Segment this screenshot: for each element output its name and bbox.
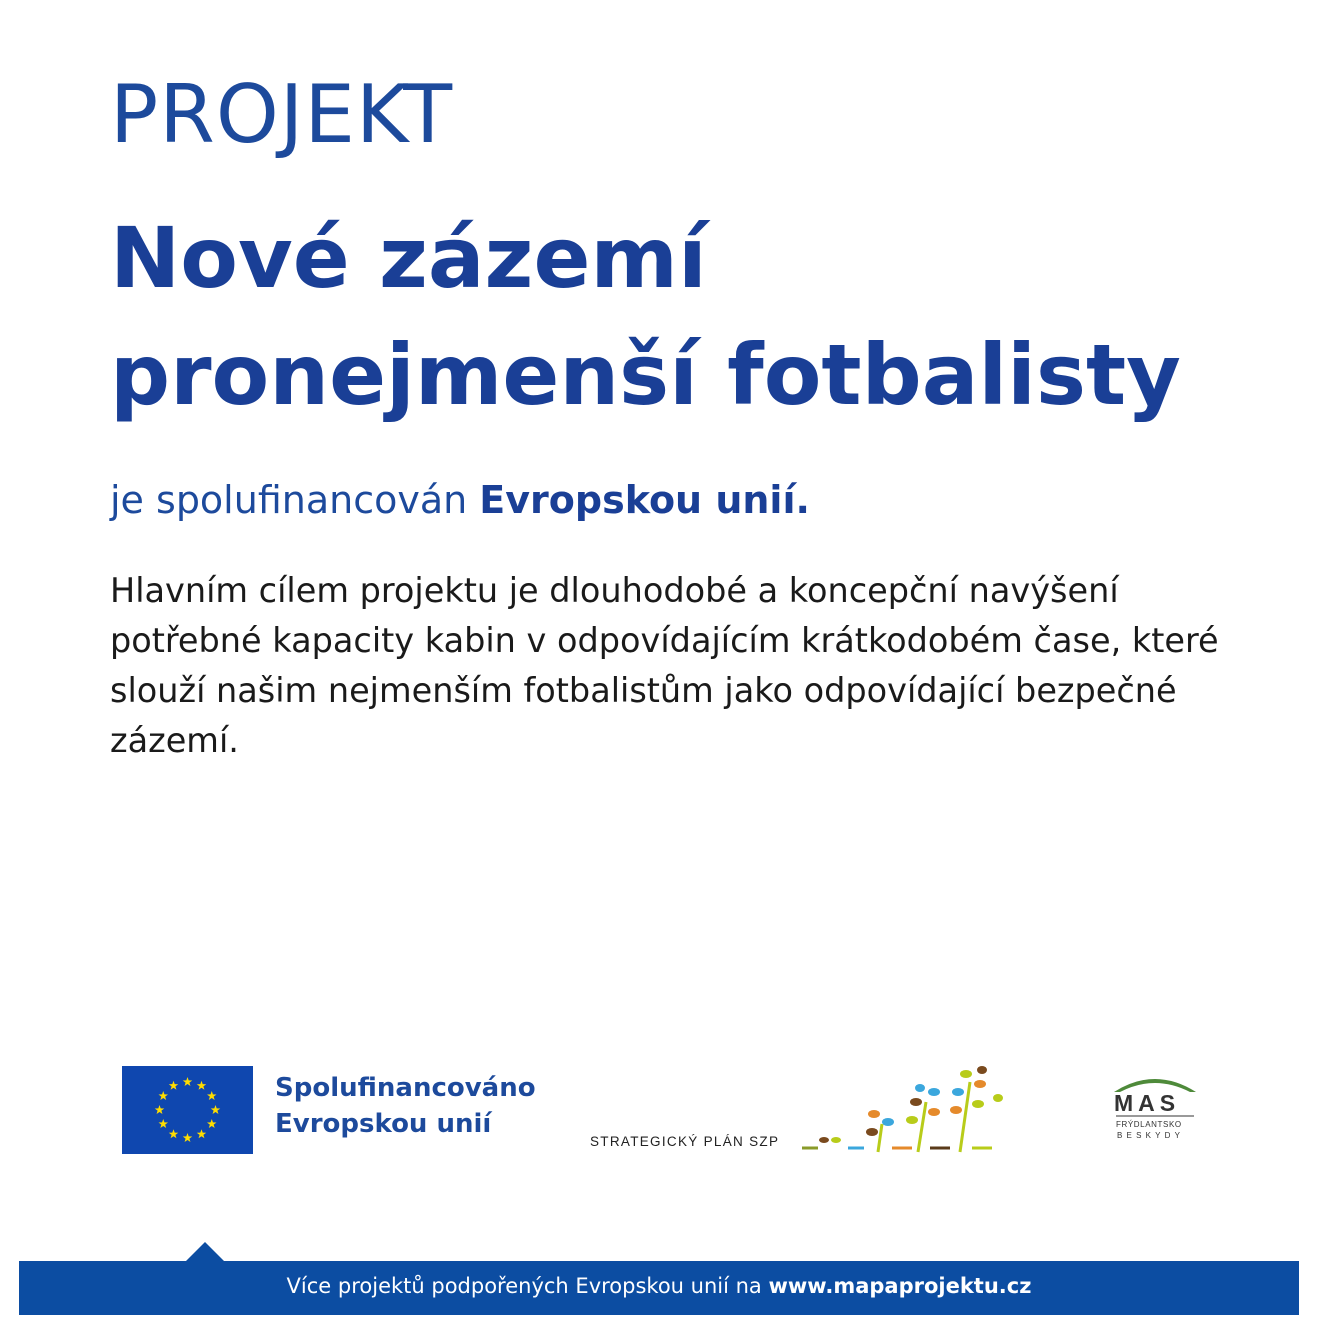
eu-flag-icon bbox=[122, 1066, 253, 1154]
eu-label-line-2: Evropskou unií bbox=[275, 1109, 492, 1139]
cofunding-bold: Evropskou unií. bbox=[479, 478, 810, 522]
project-description: Hlavním cílem projektu je dlouhodobé a koncepční navýšení potřebné kapacity kabin v odpovídajícím krátkodobém čase, které slouží našim nejmenším fotbalistům jako odpovídající bezpečné zázemí. bbox=[110, 571, 1219, 760]
sprouting-plants-icon bbox=[800, 1062, 1010, 1157]
eu-star-icon bbox=[183, 1133, 193, 1142]
footer-bar bbox=[19, 1261, 1299, 1315]
eu-star-icon bbox=[207, 1119, 217, 1128]
footer-text: Více projektů podpořených Evropskou unií na bbox=[286, 1274, 769, 1298]
eu-star-icon bbox=[155, 1105, 165, 1114]
title-line-2: pronejmenší fotbalisty bbox=[110, 326, 1181, 424]
eu-star-icon bbox=[159, 1119, 169, 1128]
eu-star-icon bbox=[169, 1129, 179, 1138]
mas-subtitle-2: BESKYDY bbox=[1117, 1131, 1185, 1140]
footer-link[interactable]: www.mapaprojektu.cz bbox=[768, 1274, 1032, 1298]
cofunding-statement bbox=[110, 475, 810, 525]
eu-cofunded-label bbox=[275, 1070, 536, 1142]
project-title bbox=[110, 200, 1290, 434]
eu-star-icon bbox=[197, 1129, 207, 1138]
footer-notch bbox=[185, 1242, 225, 1262]
eu-star-icon bbox=[207, 1091, 217, 1100]
eu-star-icon bbox=[197, 1081, 207, 1090]
eu-star-icon bbox=[211, 1105, 221, 1114]
project-kicker: PROJEKT bbox=[110, 68, 454, 161]
mas-title: MAS bbox=[1114, 1090, 1181, 1116]
eu-star-icon bbox=[183, 1077, 193, 1086]
eu-star-icon bbox=[169, 1081, 179, 1090]
cofunding-prefix: je spolufinancován bbox=[110, 478, 480, 522]
title-line-1: Nové zázemí bbox=[110, 209, 707, 307]
szp-label: STRATEGICKÝ PLÁN SZP bbox=[590, 1134, 780, 1149]
mas-subtitle-1: FRÝDLANTSKO bbox=[1116, 1120, 1182, 1129]
eu-label-line-1: Spolufinancováno bbox=[275, 1073, 536, 1103]
eu-star-icon bbox=[159, 1091, 169, 1100]
